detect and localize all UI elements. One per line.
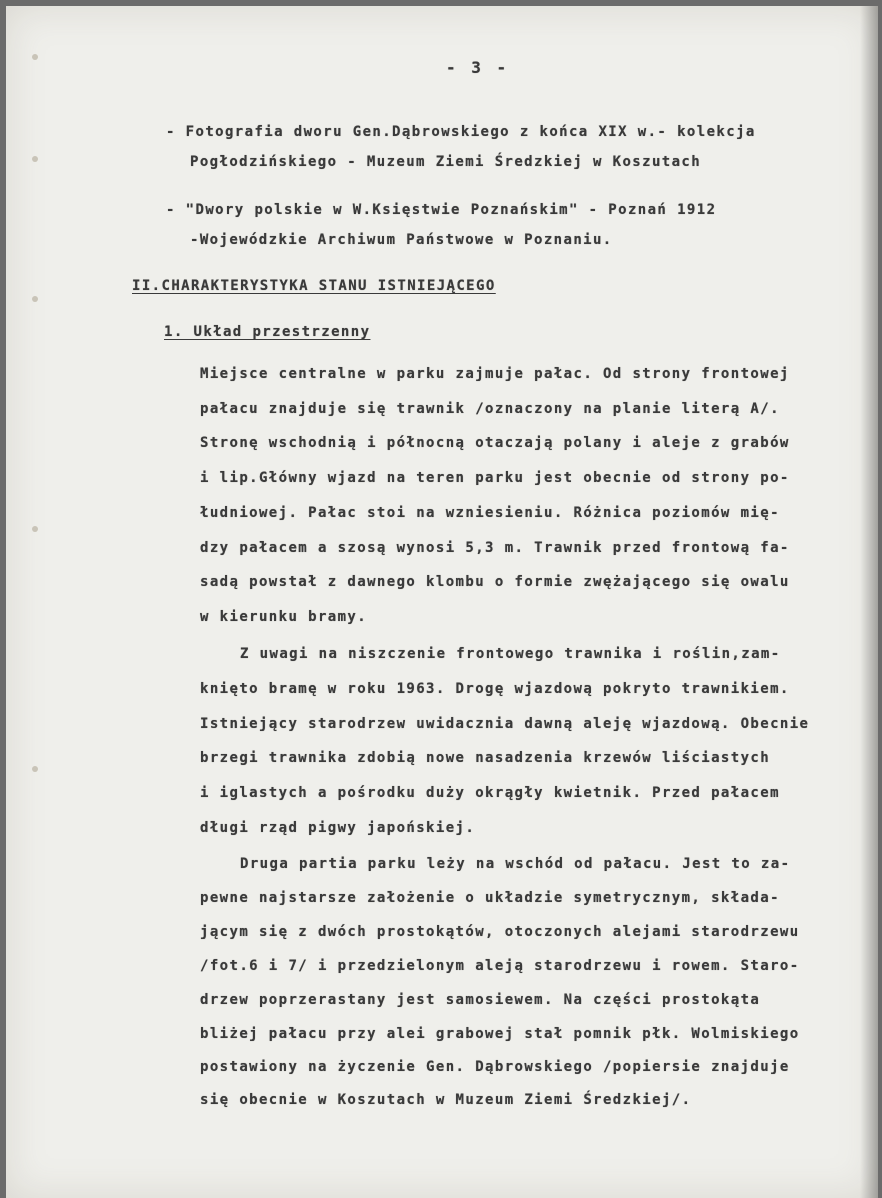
source-line: Pogłodzińskiego - Muzeum Ziemi Średzkiej w Koszutach — [190, 154, 702, 170]
punch-hole — [32, 766, 38, 772]
paragraph-line: postawiony na życzenie Gen. Dąbrowskiego /popiersie znajduje — [200, 1059, 790, 1075]
paragraph-line: Z uwagi na niszczenie frontowego trawnika i roślin,zam- — [240, 646, 781, 662]
paragraph-line: i iglastych a pośrodku duży okrągły kwietnik. Przed pałacem — [200, 785, 780, 801]
paragraph-line: sadą powstał z dawnego klombu o formie zwężającego się owalu — [200, 574, 790, 590]
section-heading: II.CHARAKTERYSTYKA STANU ISTNIEJĄCEGO — [132, 278, 496, 294]
paragraph-line: w kierunku bramy. — [200, 609, 368, 625]
paragraph-line: drzew poprzerastany jest samosiewem. Na części prostokąta — [200, 992, 761, 1008]
paragraph-line: jącym się z dwóch prostokątów, otoczonych alejami starodrzewu — [200, 924, 800, 940]
document-page — [6, 6, 878, 1198]
paragraph-line: długi rząd pigwy japońskiej. — [200, 820, 476, 836]
punch-hole — [32, 156, 38, 162]
paragraph-line: brzegi trawnika zdobią nowe nasadzenia krzewów liściastych — [200, 750, 771, 766]
punch-hole — [32, 526, 38, 532]
source-line: - Fotografia dworu Gen.Dąbrowskiego z końca XIX w.- kolekcja — [166, 124, 756, 140]
paragraph-line: Stronę wschodnią i północną otaczają polany i aleje z grabów — [200, 435, 790, 451]
paragraph-line: pewne najstarsze założenie o układzie symetrycznym, składa- — [200, 890, 780, 906]
source-line: -Wojewódzkie Archiwum Państwowe w Poznaniu. — [190, 232, 613, 248]
paragraph-line: bliżej pałacu przy alei grabowej stał pomnik płk. Wolmiskiego — [200, 1026, 800, 1042]
source-line: - "Dwory polskie w W.Księstwie Poznańskim" - Poznań 1912 — [166, 202, 717, 218]
paragraph-line: knięto bramę w roku 1963. Drogę wjazdową pokryto trawnikiem. — [200, 681, 790, 697]
punch-hole — [32, 296, 38, 302]
paragraph-line: dzy pałacem a szosą wynosi 5,3 m. Trawnik przed frontową fa- — [200, 540, 790, 556]
paragraph-line: i lip.Główny wjazd na teren parku jest obecnie od strony po- — [200, 470, 790, 486]
paragraph-line: łudniowej. Pałac stoi na wzniesieniu. Różnica poziomów mię- — [200, 505, 780, 521]
page-edge-shadow — [860, 6, 878, 1198]
subsection-heading: 1. Układ przestrzenny — [164, 324, 371, 340]
paragraph-line: się obecnie w Koszutach w Muzeum Ziemi Średzkiej/. — [200, 1092, 692, 1108]
punch-hole — [32, 54, 38, 60]
paragraph-line: Druga partia parku leży na wschód od pałacu. Jest to za- — [240, 856, 791, 872]
page-number: - 3 - — [446, 58, 510, 77]
paragraph-line: Miejsce centralne w parku zajmuje pałac. Od strony frontowej — [200, 366, 790, 382]
paragraph-line: pałacu znajduje się trawnik /oznaczony na planie literą A/. — [200, 401, 780, 417]
paragraph-line: Istniejący starodrzew uwidacznia dawną aleję wjazdową. Obecnie — [200, 716, 810, 732]
paragraph-line: /fot.6 i 7/ i przedzielonym aleją starodrzewu i rowem. Staro- — [200, 958, 800, 974]
